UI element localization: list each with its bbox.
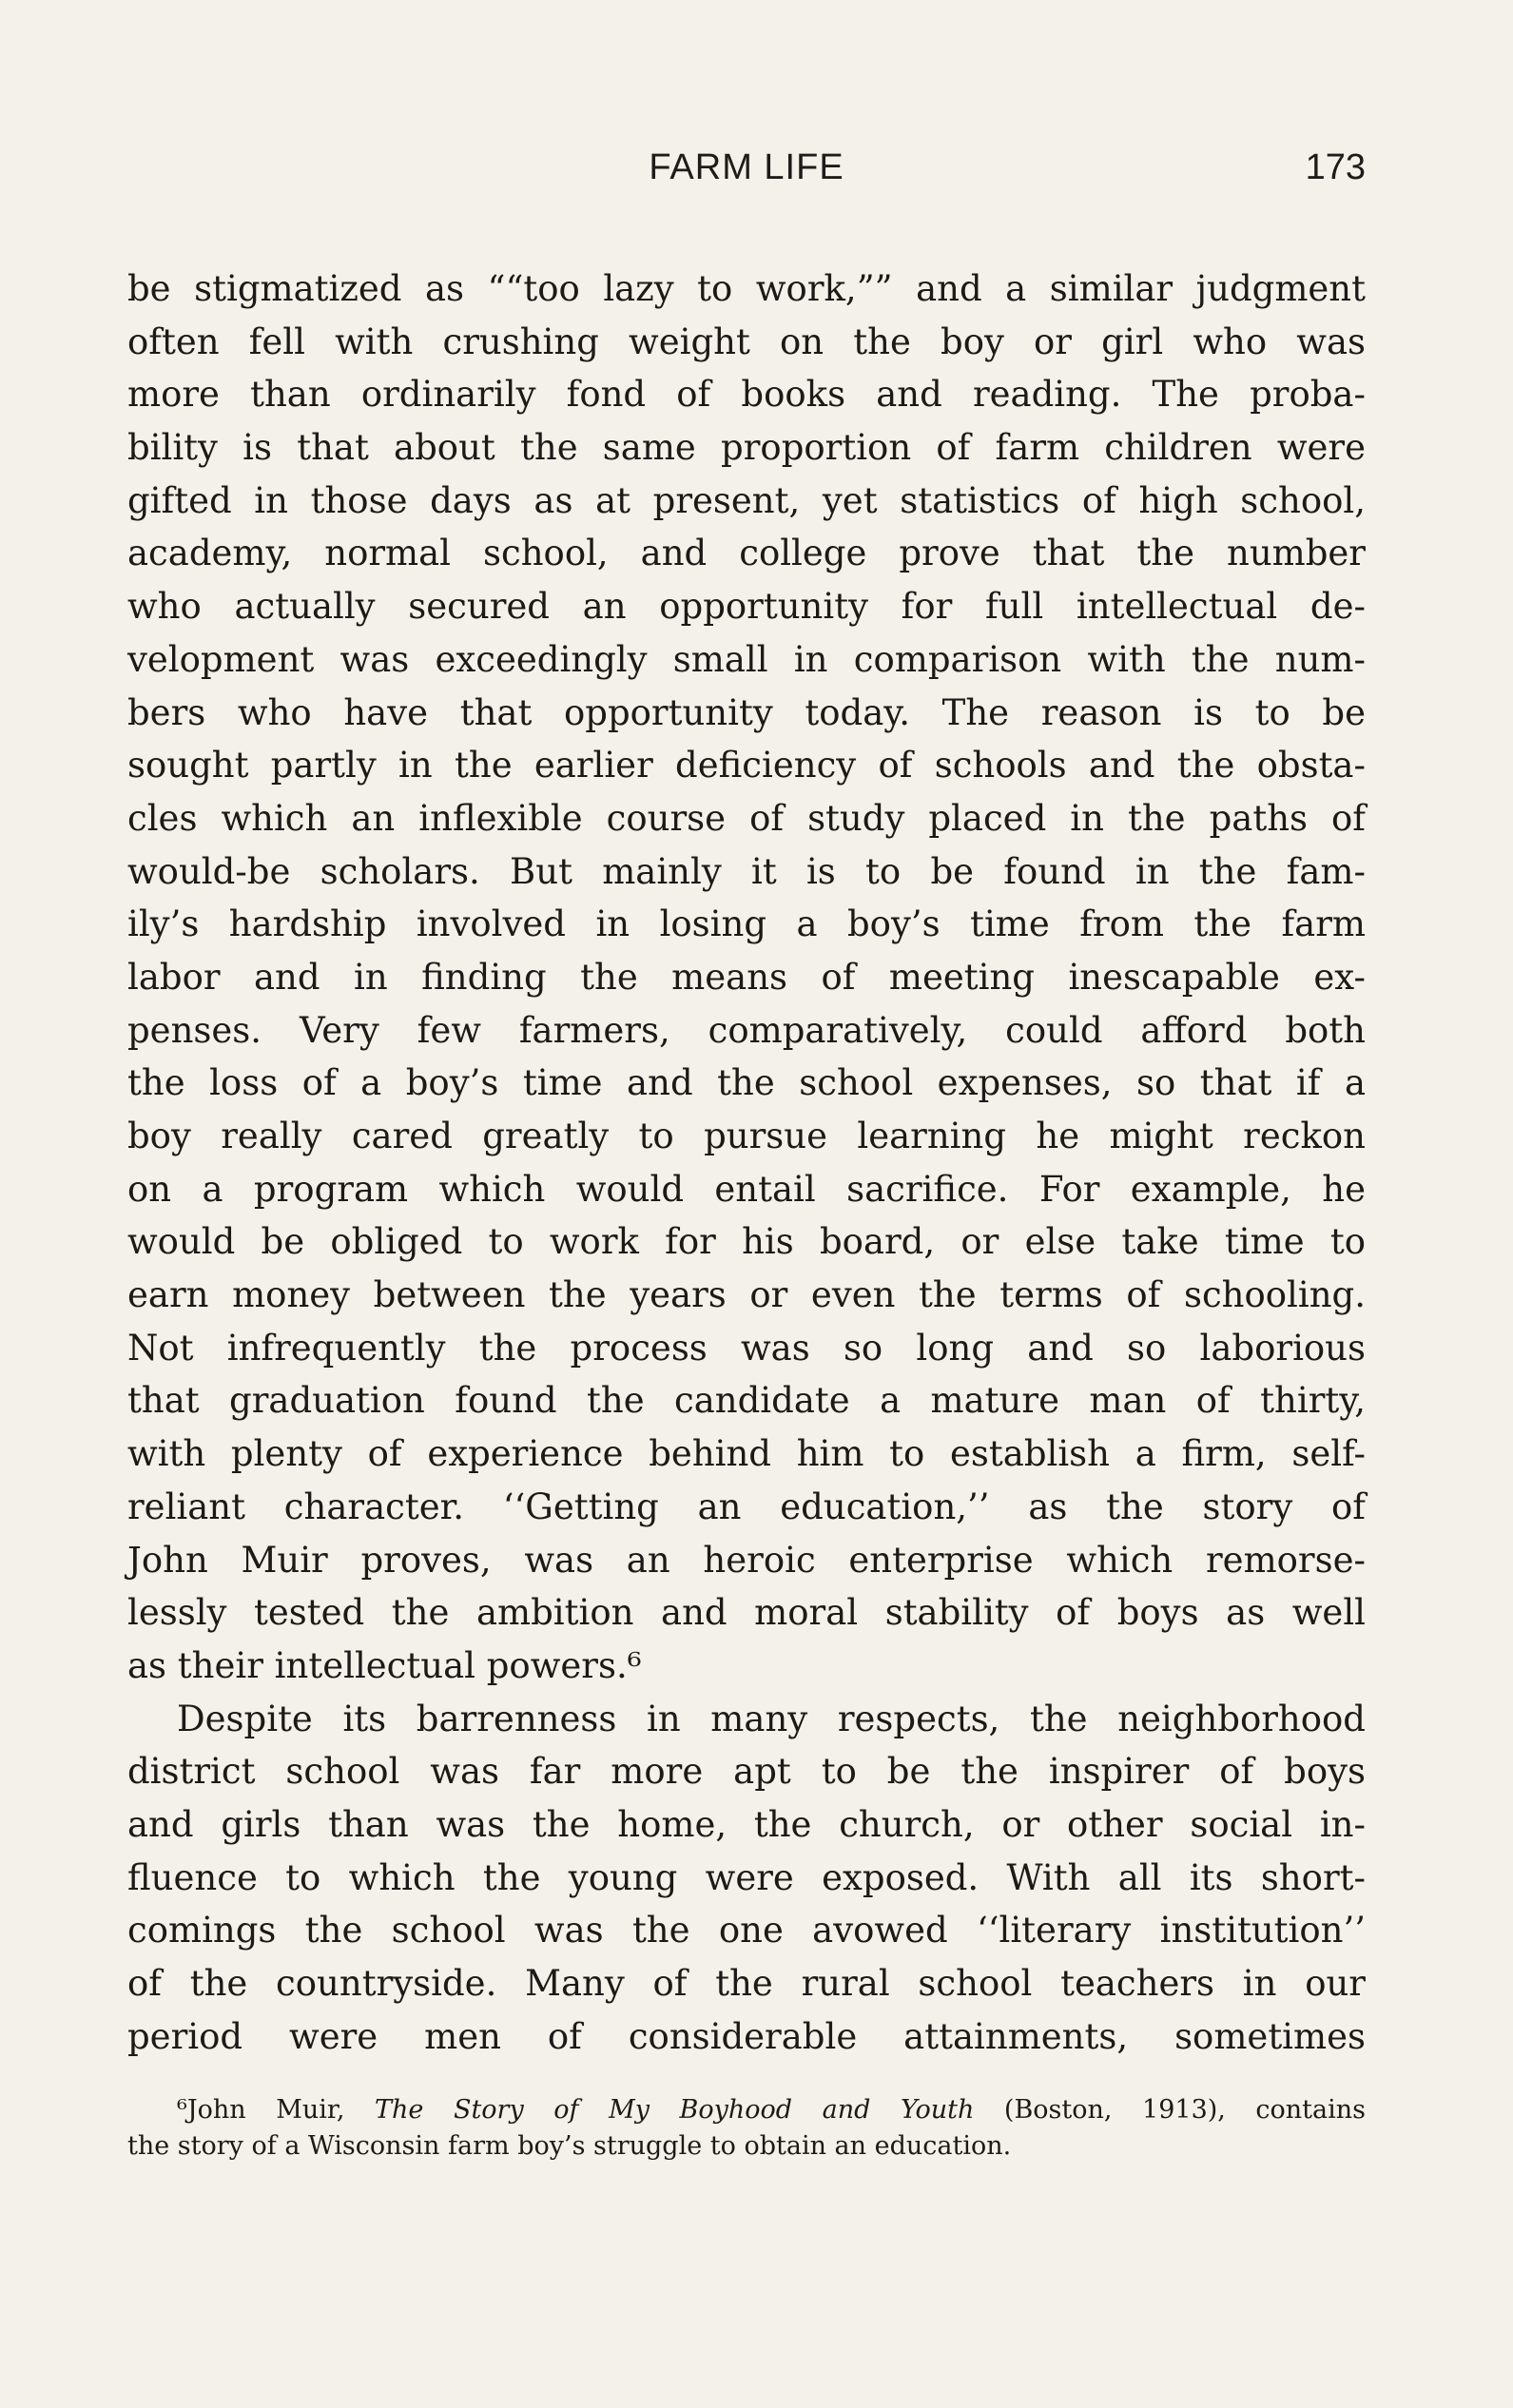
footnote-line <box>127 2092 1366 2128</box>
text-line: period were men of considerable attainments, sometimes <box>127 2015 1366 2057</box>
text-line: lessly tested the ambition and moral stability of boys as well <box>127 1592 1366 1634</box>
text-line: fluence to which the young were exposed. With all its short- <box>127 1856 1366 1898</box>
text-line: labor and in finding the means of meeting inescapable ex- <box>127 956 1366 998</box>
running-title: FARM LIFE <box>649 147 844 187</box>
text-line: would be obliged to work for his board, or else take time to <box>127 1221 1366 1263</box>
footnote-book-title: The Story of My Boyhood and Youth <box>375 2095 975 2125</box>
text-line: ily’s hardship involved in losing a boy’s time from the farm <box>127 903 1366 945</box>
text-line: velopment was exceedingly small in comparison with the num- <box>127 638 1366 680</box>
text-line: gifted in those days as at present, yet statistics of high school, <box>127 479 1366 521</box>
text-line: be stigmatized as ““too lazy to work,”” and a similar judgment <box>127 268 1366 309</box>
text-line: John Muir proves, was an heroic enterprise which remorse- <box>127 1539 1366 1581</box>
paragraph-end-line: as their intellectual powers.⁶ <box>127 1644 642 1686</box>
running-head <box>127 147 1366 204</box>
text-line: cles which an inflexible course of study placed in the paths of <box>127 797 1366 839</box>
text-line: bers who have that opportunity today. The reason is to be <box>127 691 1366 733</box>
text-line: the loss of a boy’s time and the school expenses, so that if a <box>127 1062 1366 1104</box>
paragraph-start-line: Despite its barrenness in many respects, the neighborhood <box>177 1698 1366 1739</box>
footnote-marker: ⁶ <box>177 2095 187 2125</box>
footnote-line: the story of a Wisconsin farm boy’s struggle to obtain an education. <box>127 2131 1012 2161</box>
text-line: Not infrequently the process was so long and so laborious <box>127 1327 1366 1369</box>
text-line: often fell with crushing weight on the boy or girl who was <box>127 320 1366 362</box>
text-line: academy, normal school, and college prove that the number <box>127 533 1366 574</box>
text-line: penses. Very few farmers, comparatively, could afford both <box>127 1009 1366 1051</box>
text-line: district school was far more apt to be the inspirer of boys <box>127 1751 1366 1793</box>
footnote <box>127 2092 1366 2165</box>
body-text <box>127 262 1366 2063</box>
page-number: 173 <box>1305 147 1366 187</box>
text-line: on a program which would entail sacrifice. For example, he <box>127 1168 1366 1210</box>
text-line: of the countryside. Many of the rural school teachers in our <box>127 1963 1366 2004</box>
text-line: and girls than was the home, the church, or other social in- <box>127 1803 1366 1845</box>
footnote-text: (Boston, 1913), contains <box>974 2095 1367 2125</box>
footnote-text: John Muir, <box>186 2095 376 2125</box>
text-line: who actually secured an opportunity for full intellectual de- <box>127 586 1366 628</box>
text-line: boy really cared greatly to pursue learning he might reckon <box>127 1116 1366 1156</box>
text-line: sought partly in the earlier deficiency of schools and the obsta- <box>127 745 1366 786</box>
text-line: bility is that about the same proportion of farm children were <box>127 427 1366 469</box>
text-line: more than ordinarily fond of books and reading. The proba- <box>127 374 1366 416</box>
text-line: comings the school was the one avowed ‘‘literary institution’’ <box>127 1910 1366 1952</box>
text-line: reliant character. ‘‘Getting an education,’’ as the story of <box>127 1486 1366 1527</box>
text-line: that graduation found the candidate a mature man of thirty, <box>127 1380 1366 1422</box>
text-line: with plenty of experience behind him to establish a firm, self- <box>127 1433 1366 1475</box>
text-line: would-be scholars. But mainly it is to be found in the fam- <box>127 850 1366 892</box>
text-line: earn money between the years or even the terms of schooling. <box>127 1274 1366 1316</box>
